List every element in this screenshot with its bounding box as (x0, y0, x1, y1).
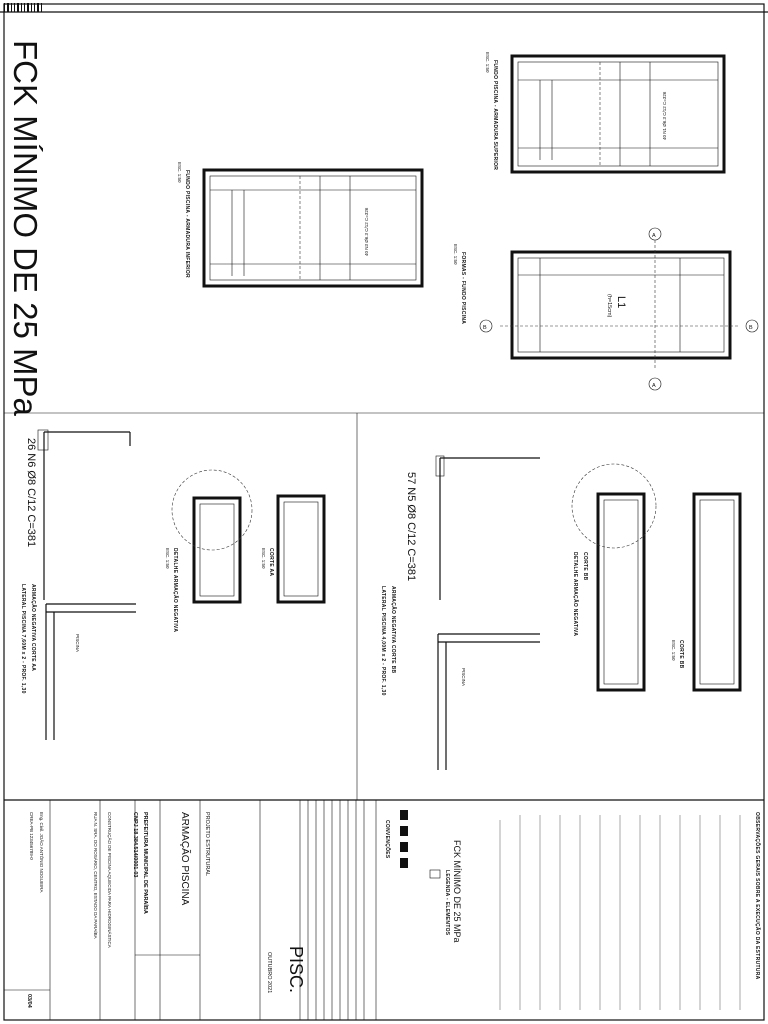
corte-bb-scale: ESC. 1:50 (671, 640, 676, 661)
scale-formas: ESC. 1:50 (453, 244, 458, 265)
corte-bb-title: CORTE BB (582, 552, 588, 581)
armacao-negativa-bb (438, 634, 540, 770)
piscina-label-right: PISCINA (461, 668, 466, 687)
svg-text:A: A (652, 233, 656, 239)
scale-fundo-superior: ESC. 1:50 (485, 52, 490, 73)
bar-note-left: 26 N6 Ø8 C/12 C=381 (25, 438, 37, 548)
slab-label: L1 (615, 296, 627, 309)
prancha-code: PISC. (286, 946, 306, 994)
legend-swatches (400, 810, 440, 878)
bar-shape-left (38, 430, 130, 600)
conteudo-label: ARMAÇÃO PISCINA (179, 812, 190, 906)
bar-note-inferior: 40 N3 Ø6.3 C/12 C=326 (364, 207, 369, 256)
obs-text-block (500, 815, 740, 1010)
armacao-neg-aa-title: ARMAÇÃO NEGATIVA CORTE AA (30, 584, 36, 672)
title-formas: FORMAS - FUNDO PISCINA (460, 252, 466, 325)
endereco-label: RUA N. SRA. DO ROSÁRIO, CENTRO, ESTADO DA PARAÍBA (93, 812, 98, 939)
detalhe-negativa-left-scale: ESC. 1:50 (165, 548, 170, 569)
plan-fundo-inferior (204, 170, 422, 286)
svg-text:A: A (652, 383, 656, 389)
title-fundo-superior: FUNDO PISCINA - ARMADURA SUPERIOR (492, 60, 498, 171)
corte-bb-title-2: CORTE BB (678, 640, 684, 669)
slab-thickness: (h=15cm) (606, 294, 612, 318)
plan-fundo-superior (512, 56, 724, 172)
detalhe-negativa-left: DETALHE ARMAÇÃO NEGATIVA (172, 548, 178, 633)
corte-aa-detail (172, 470, 252, 602)
svg-text:B: B (749, 325, 753, 331)
convencoes-title: CONVENÇÕES (384, 820, 390, 859)
responsavel-label: Eng. Civil. JOÃO ANTÔNIO NOGUEIRA (39, 812, 44, 893)
obra-label: CONSTRUÇÃO DE PISCINA AQUECIDA PARA HIDROGINÁSTICA (107, 812, 112, 948)
revision-table (308, 800, 364, 1020)
detalhe-negativa-right: DETALHE ARMAÇÃO NEGATIVA (572, 552, 578, 637)
cnpj-label: CNPJ 18.384.514/0001-03 (132, 812, 138, 878)
bar-shape-right (436, 456, 540, 600)
projeto-label: PROJETO ESTRUTURAL (204, 812, 210, 877)
piscina-label-left: PISCINA (75, 634, 80, 653)
bar-note-right: 57 N5 Ø8 C/12 C=381 (405, 472, 417, 582)
crea-label: CREA-PB 123456789-0 (29, 812, 34, 860)
legenda-title: LEGENDA - ELEMENTOS (444, 870, 450, 936)
scale-fundo-inferior: ESC. 1:50 (177, 162, 182, 183)
obs-title: OBSERVAÇÕES GERAIS SOBRE A EXECUÇÃO DA ESTRUTURA (754, 812, 760, 980)
corte-aa-title: CORTE AA (268, 548, 274, 577)
fck-small-title: FCK MÍNIMO DE 25 MPa (452, 840, 462, 943)
corte-aa-scale: ESC. 1:50 (261, 548, 266, 569)
data-value: OUTUBRO 2021 (266, 952, 272, 994)
fck-big-title: FCK MÍNIMO DE 25 MPa (7, 40, 44, 416)
lateral-aa-title: LATERAL PISCINA 7,60M x 2 - PROF. 1,30 (20, 584, 26, 694)
armacao-neg-bb-title: ARMAÇÃO NEGATIVA CORTE BB (390, 586, 396, 674)
corte-aa-right (278, 496, 324, 602)
armacao-negativa-aa (46, 604, 136, 740)
cliente-label: PREFEITURA MUNICIPAL DE PARAÍBA (142, 812, 148, 914)
bar-note-superior: 40 N1 Ø6.3 C/12 C=326 (662, 91, 667, 140)
title-fundo-inferior: FUNDO PISCINA - ARMADURA INFERIOR (184, 170, 190, 278)
svg-text:B: B (483, 325, 487, 331)
lateral-bb-title: LATERAL PISCINA 4,00M x 2 - PROF. 1,30 (380, 586, 386, 696)
corte-bb-right (694, 494, 740, 690)
sheet-number: 03/04 (26, 994, 32, 1008)
